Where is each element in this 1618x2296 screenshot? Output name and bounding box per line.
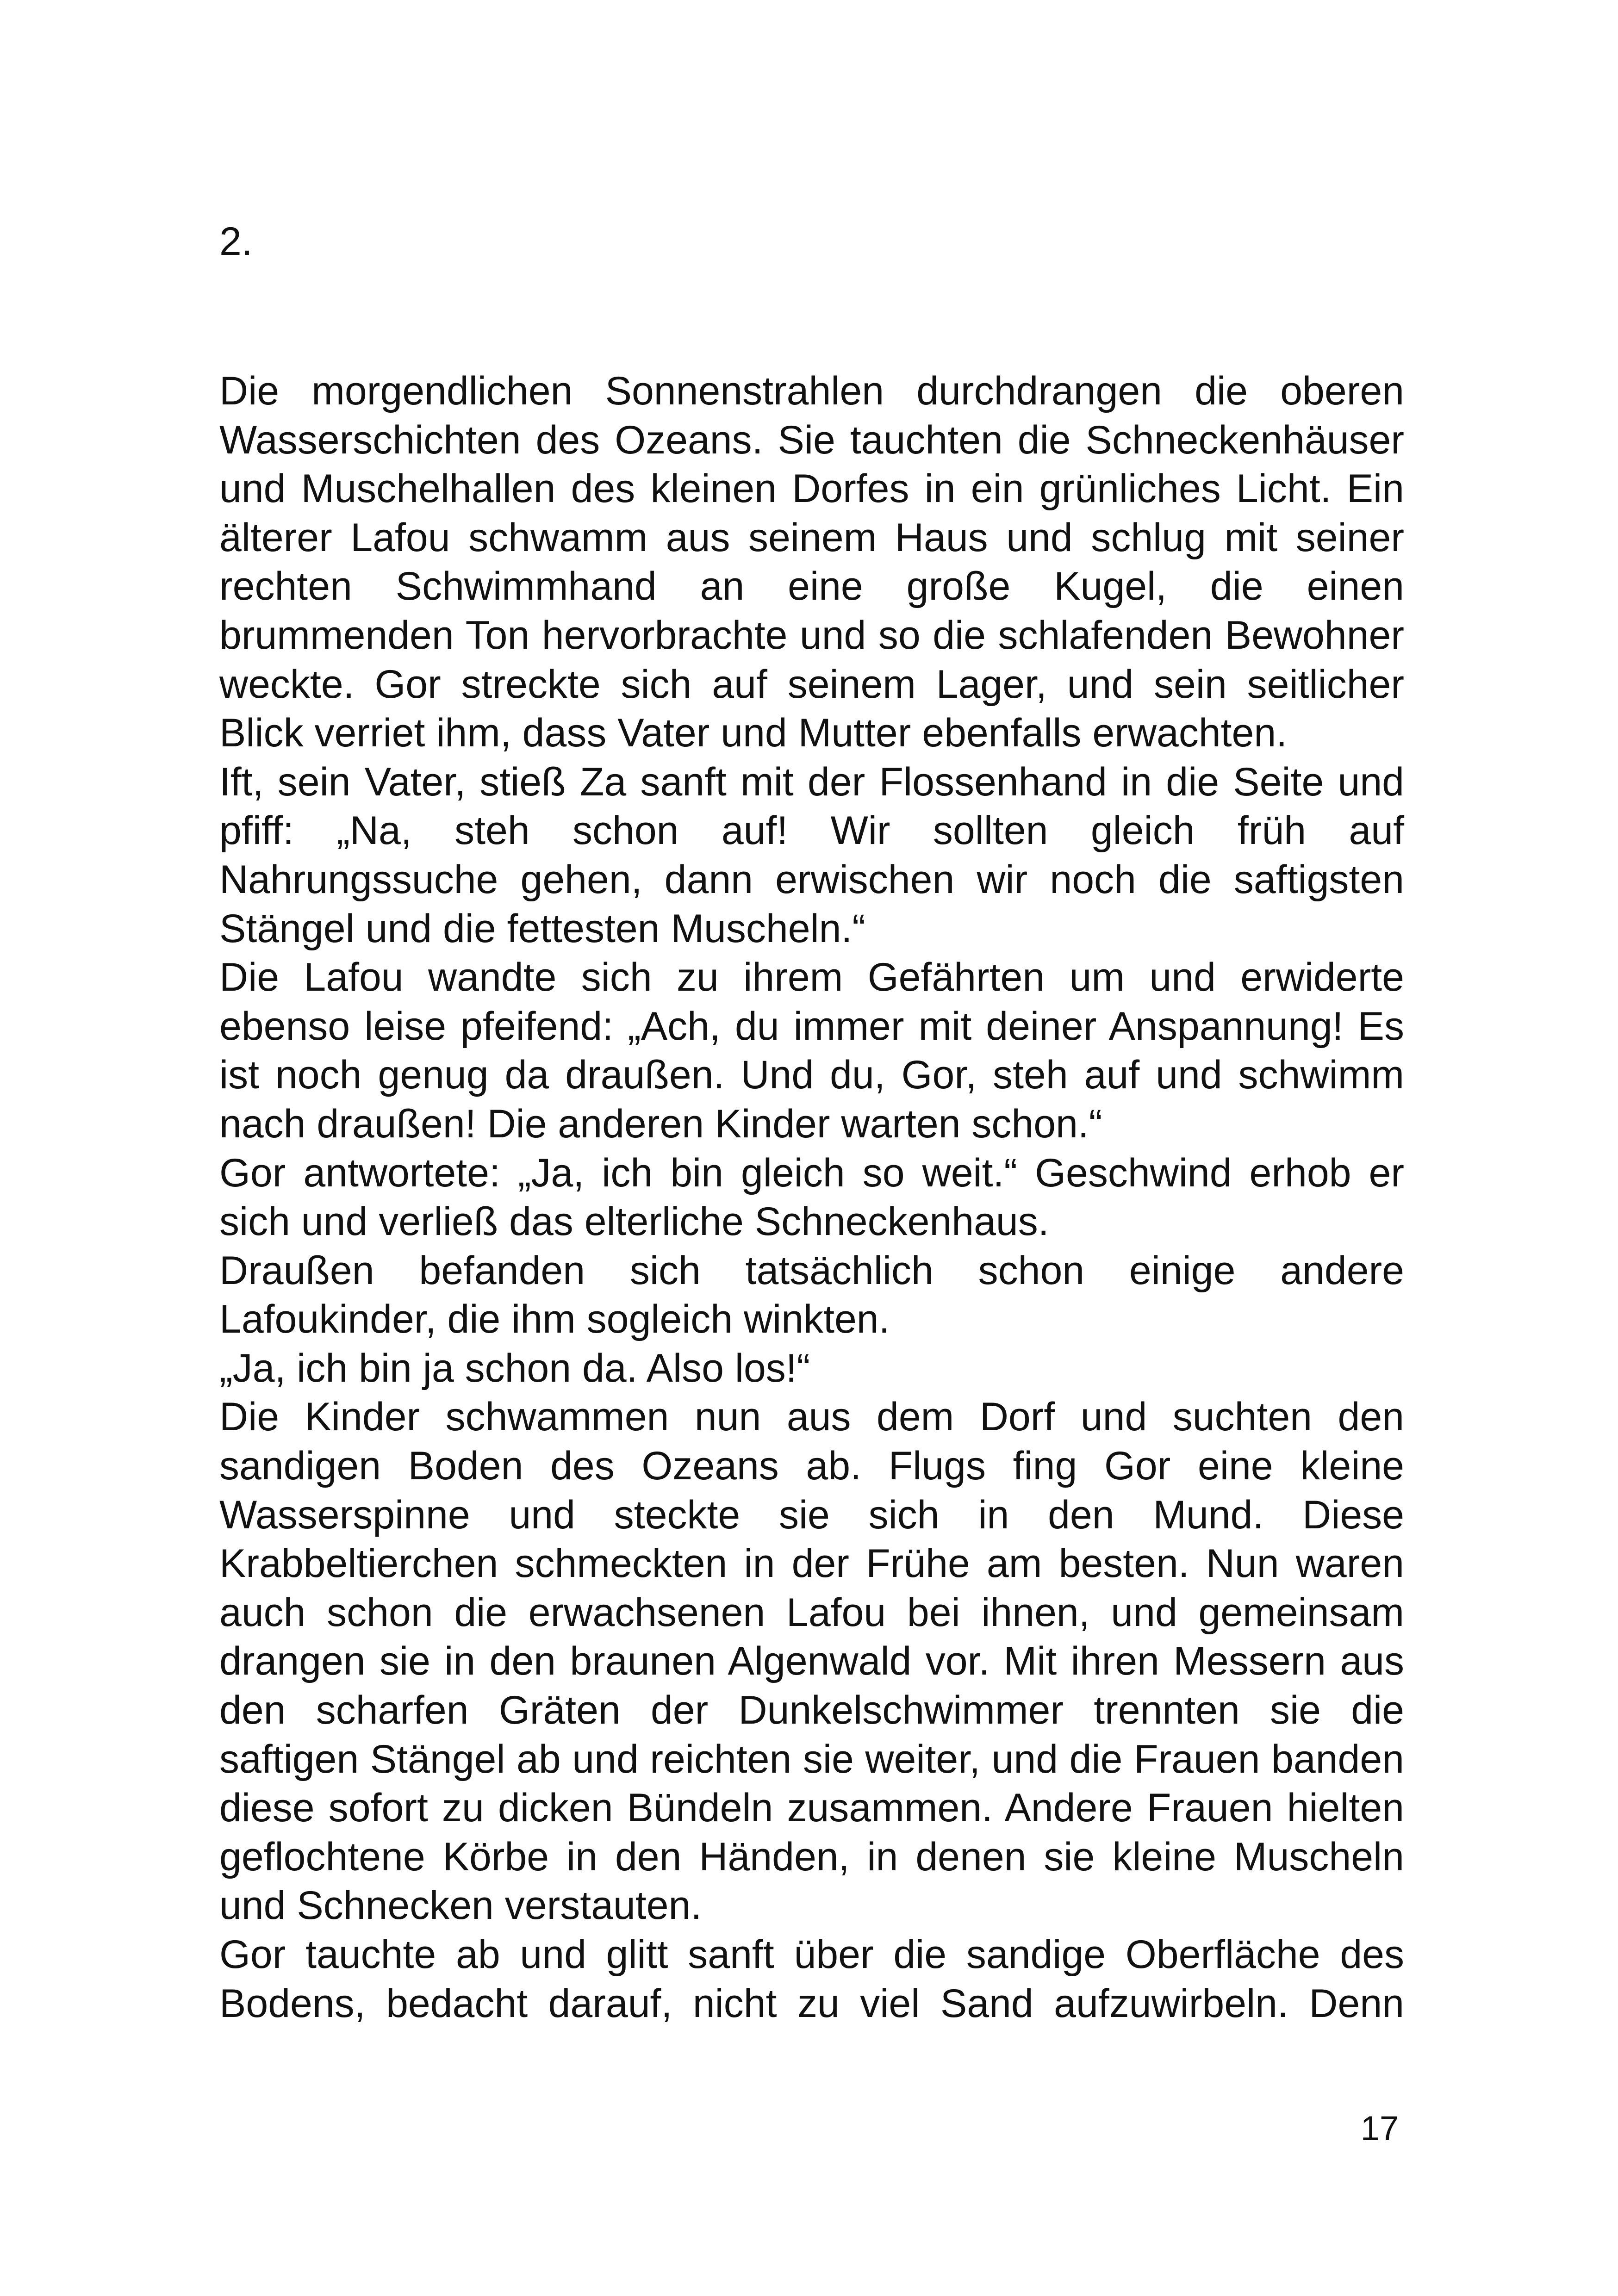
body-text	[219, 367, 1404, 2028]
paragraph: Die Lafou wandte sich zu ihrem Gefährten um und erwiderte ebenso leise pfeifend: „Ach, du immer mit deiner Anspannung! Es ist noch genug da draußen. Und du, Gor, steh auf und schwimm nach draußen! Die anderen Kinder warten schon.“	[219, 955, 1404, 1146]
paragraph: Gor antwortete: „Ja, ich bin gleich so weit.“ Geschwind erhob er sich und verließ das elterliche Schneckenhaus.	[219, 1150, 1404, 1244]
paragraph: Die morgendlichen Sonnenstrahlen durchdrangen die oberen Wasserschichten des Ozeans. Sie tauchten die Schneckenhäuser und Muschelhallen des kleinen Dorfes in ein grünliches Licht. Ein älterer Lafou schwamm aus seinem Haus und schlug mit seiner rechten Schwimmhand an eine große Kugel, die einen brummenden Ton hervorbrachte und so die schlafenden Bewohner weckte. Gor streckte sich auf seinem Lager, und sein seitlicher Blick verriet ihm, dass Vater und Mutter ebenfalls erwachten.	[219, 369, 1404, 756]
paragraph: Die Kinder schwammen nun aus dem Dorf und suchten den sandigen Boden des Ozeans ab. Flugs fing Gor eine kleine Wasserspinne und steckte sie sich in den Mund. Diese Krabbeltierchen schmeckten in der Frühe am besten. Nun waren auch schon die erwachsenen Lafou bei ihnen, und gemeinsam drangen sie in den braunen Algenwald vor. Mit ihren Messern aus den scharfen Gräten der Dunkelschwimmer trennten sie die saftigen Stängel ab und reichten sie weiter, und die Frauen banden diese sofort zu dicken Bündeln zusammen. Andere Frauen hielten geflochtene Körbe in den Händen, in denen sie kleine Muscheln und Schnecken verstauten.	[219, 1395, 1404, 1928]
paragraph: „Ja, ich bin ja schon da. Also los!“	[219, 1346, 810, 1390]
page-number: 17	[1360, 2109, 1399, 2147]
paragraph: Ift, sein Vater, stieß Za sanft mit der Flossenhand in die Seite und pfiff: „Na, steh schon auf! Wir sollten gleich früh auf Nahrungssuche gehen, dann erwischen wir noch die saftigsten Stängel und die fettesten Muscheln.“	[219, 759, 1404, 951]
paragraph-continued: Gor tauchte ab und glitt sanft über die sandige Oberfläche des Bodens, bedacht darauf, nicht zu viel Sand aufzuwirbeln. Denn	[219, 1932, 1404, 2026]
paragraph: Draußen befanden sich tatsächlich schon einige andere Lafoukinder, die ihm sogleich winkten.	[219, 1248, 1404, 1342]
chapter-number: 2.	[219, 219, 253, 264]
